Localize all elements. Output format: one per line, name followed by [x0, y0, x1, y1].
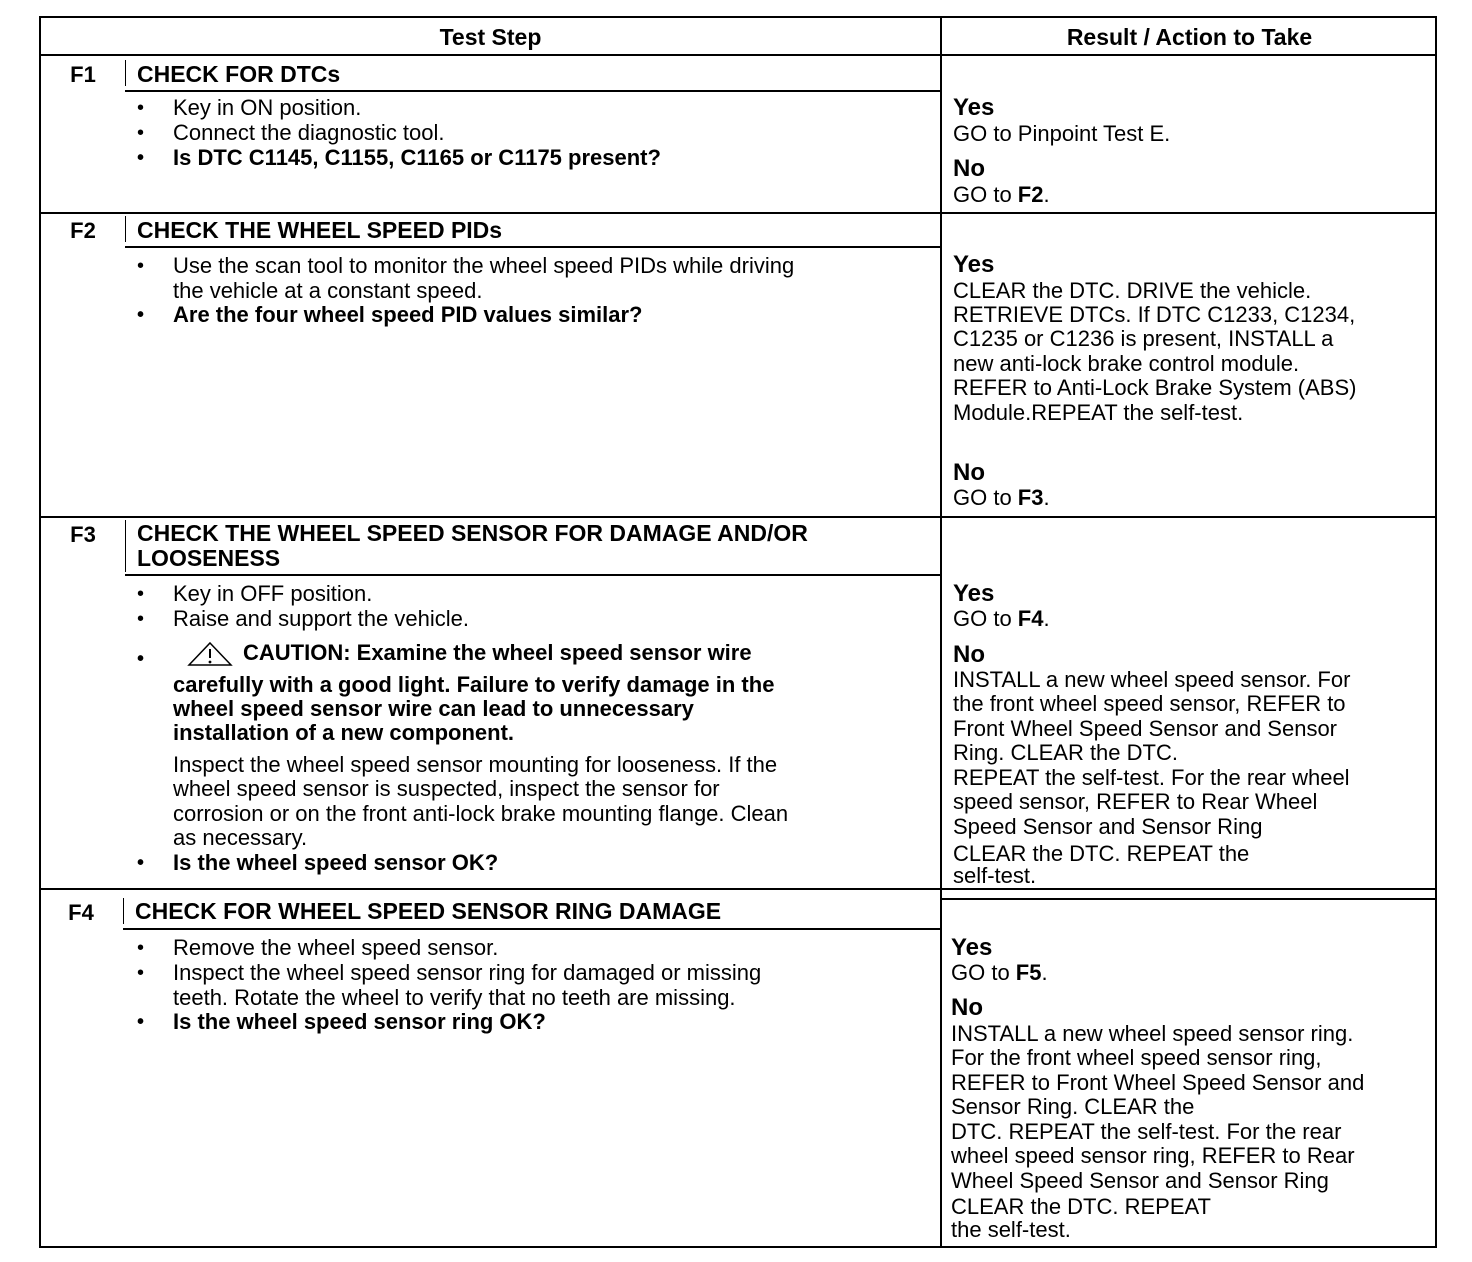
no-line: Ring. CLEAR the DTC.	[953, 740, 1178, 765]
step-title-f2: CHECK THE WHEEL SPEED PIDs	[137, 217, 503, 243]
no-line: INSTALL a new wheel speed sensor. For	[953, 667, 1351, 692]
yes-label: Yes	[951, 934, 993, 961]
no-action: GO to F2.	[953, 182, 1050, 207]
yes-line: C1235 or C1236 is present, INSTALL a	[953, 326, 1334, 351]
no-label: No	[953, 459, 985, 486]
step-title-f1: CHECK FOR DTCs	[137, 61, 341, 87]
code-separator	[123, 898, 124, 924]
bullet-continuation: teeth. Rotate the wheel to verify that no teeth are missing.	[173, 985, 736, 1010]
inspect-line: wheel speed sensor is suspected, inspect the sensor for	[173, 776, 720, 801]
caution-line: wheel speed sensor wire can lead to unnecessary	[173, 696, 694, 721]
yes-action: GO to F4.	[953, 606, 1050, 631]
no-line: REFER to Front Wheel Speed Sensor and	[951, 1070, 1365, 1095]
step-title-f4: CHECK FOR WHEEL SPEED SENSOR RING DAMAGE	[135, 898, 722, 924]
yes-line: new anti-lock brake control module.	[953, 351, 1300, 376]
no-line: CLEAR the DTC. REPEAT the	[953, 841, 1250, 866]
step-code-f3: F3	[70, 522, 96, 547]
yes-label: Yes	[953, 94, 995, 121]
no-line: INSTALL a new wheel speed sensor ring.	[951, 1021, 1354, 1046]
step-title-f3-line1: CHECK THE WHEEL SPEED SENSOR FOR DAMAGE AND/OR	[137, 520, 808, 546]
no-line: the self-test.	[951, 1217, 1071, 1242]
title-underline	[125, 246, 940, 248]
yes-label: Yes	[953, 251, 995, 278]
code-separator	[125, 520, 126, 572]
no-line: Wheel Speed Sensor and Sensor Ring	[951, 1168, 1329, 1193]
inspect-line: corrosion or on the front anti-lock brake mounting flange. Clean	[173, 801, 789, 826]
title-underline	[125, 574, 940, 576]
yes-label: Yes	[953, 580, 995, 607]
step-code-f2: F2	[70, 218, 96, 243]
title-underline	[123, 928, 940, 930]
yes-line: Module.REPEAT the self-test.	[953, 400, 1244, 425]
step-title-f3-line2: LOOSENESS	[137, 545, 281, 571]
no-line: Sensor Ring. CLEAR the	[951, 1094, 1195, 1119]
yes-action: GO to F5.	[951, 960, 1048, 985]
column-divider	[940, 18, 942, 1246]
header-divider	[41, 54, 1437, 56]
no-line: CLEAR the DTC. REPEAT	[951, 1194, 1211, 1219]
no-label: No	[953, 155, 985, 182]
yes-line: RETRIEVE DTCs. If DTC C1233, C1234,	[953, 302, 1356, 327]
title-underline	[125, 90, 940, 92]
row-divider	[41, 212, 1437, 214]
row-divider	[41, 888, 1437, 890]
step-code-f4: F4	[68, 900, 94, 925]
inspect-line: Inspect the wheel speed sensor mounting for looseness. If the	[173, 752, 778, 777]
no-line: the front wheel speed sensor, REFER to	[953, 691, 1346, 716]
no-label: No	[953, 641, 985, 668]
no-line: self-test.	[953, 863, 1037, 888]
step-code-f1: F1	[70, 62, 96, 87]
no-line: Speed Sensor and Sensor Ring	[953, 814, 1263, 839]
no-line: For the front wheel speed sensor ring,	[951, 1045, 1322, 1070]
no-line: Front Wheel Speed Sensor and Sensor	[953, 716, 1338, 741]
no-line: DTC. REPEAT the self-test. For the rear	[951, 1119, 1342, 1144]
yes-action: GO to Pinpoint Test E.	[953, 121, 1171, 146]
header-test-step: Test Step	[439, 24, 542, 50]
code-separator	[125, 60, 126, 86]
header-result-action: Result / Action to Take	[1066, 24, 1313, 50]
no-line: REPEAT the self-test. For the rear wheel	[953, 765, 1350, 790]
diagnostic-table: Test Step Result / Action to Take F1 CHECK FOR DTCs • Key in ON position. • Connect the diagnostic tool. • Is DTC C1145, C1155, C1165 or C1175 present? Yes GO to Pinpoint Test E. No GO to F2. F2 CHECK THE WHEEL SPEED PIDs • Use the scan tool to monitor the wheel speed PIDs while driving the vehicle at a constant speed. • Are the four wheel speed PID values similar? Yes CLEAR the DTC. DRIVE the vehicle. RETRIEVE DTCs. If DTC C1233, C1234, C1235 or C1236 is present, INSTALL a new anti-lock brake control module. REFER to Anti-Lock Brake System (ABS) Module.REPEAT the self-test. No GO to F3. F3 CHECK THE WHEEL SPEED SENSOR FOR DAMAGE AND/OR LOOSENESS • Key in OFF position. • Raise and support the vehicle. • CAUTION: Examine the wheel speed sensor wire carefully with a good light. Failure to verify damage in the wheel speed sensor wire can lead to unnecessary installation of a new component. Inspect the wheel speed sensor mounting for looseness. If the wheel speed sensor is suspected, inspect the sensor for corrosion or on the front anti-lock brake mounting flange. Clean as necessary. • Is the wheel speed sensor OK? Yes GO to F4. No INSTALL a new wheel speed sensor. For the front wheel speed sensor, REFER to Front Wheel Speed Sensor and Sensor Ring. CLEAR the DTC. REPEAT the self-test. For the rear wheel speed sensor, REFER to Rear Wheel Speed Sensor and Sensor Ring CLEAR the DTC. REPEAT the self-test. F4 CHECK FOR WHEEL SPEED SENSOR RING DAMAGE • Remove the wheel speed sensor. • Inspect the wheel speed sensor ring for damaged or missing teeth. Rotate the wheel to verify that no teeth are missing. • Is the wheel speed sensor ring OK? Yes GO to F5. No INSTALL a new wheel speed sensor ring. For the front wheel speed sensor ring, REFER to Front Wheel Speed Sensor and Sensor Ring. CLEAR the DTC. REPEAT the self-test. For the rear wheel speed sensor ring, REFER to Rear Wheel Speed Sensor and Sensor Ring CLEAR the DTC. REPEAT the self-test.	[39, 16, 1437, 1248]
no-label: No	[951, 994, 983, 1021]
no-line: wheel speed sensor ring, REFER to Rear	[951, 1143, 1355, 1168]
no-action: GO to F3.	[953, 485, 1050, 510]
warning-triangle-icon	[187, 641, 233, 667]
yes-line: REFER to Anti-Lock Brake System (ABS)	[953, 375, 1357, 400]
caution-line: carefully with a good light. Failure to verify damage in the	[173, 672, 775, 697]
no-line: speed sensor, REFER to Rear Wheel	[953, 789, 1318, 814]
inspect-line: as necessary.	[173, 825, 308, 850]
bullet-continuation: the vehicle at a constant speed.	[173, 278, 483, 303]
caution-line: installation of a new component.	[173, 720, 515, 745]
yes-line: CLEAR the DTC. DRIVE the vehicle.	[953, 278, 1312, 303]
row-divider	[41, 516, 1437, 518]
result-top-rule	[942, 898, 1437, 900]
code-separator	[125, 216, 126, 242]
